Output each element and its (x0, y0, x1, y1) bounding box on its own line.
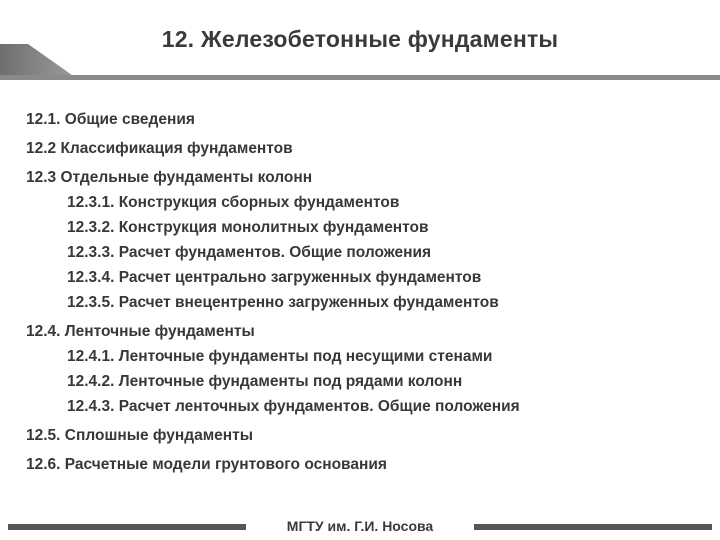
toc-section-item: 12.2 Классификация фундаментов (26, 140, 293, 157)
table-of-contents (26, 110, 706, 475)
toc-section-item: 12.4. Ленточные фундаменты (26, 323, 255, 340)
toc-subsection-item: 12.4.2. Ленточные фундаменты под рядами колонн (67, 373, 463, 390)
toc-section-item: 12.6. Расчетные модели грунтового основания (26, 456, 387, 473)
toc-section-item: 12.3 Отдельные фундаменты колонн (26, 169, 313, 186)
footer-bar-right (474, 524, 712, 530)
toc-subsection-item: 12.3.4. Расчет центрально загруженных фундаментов (67, 269, 482, 286)
toc-subsection-item: 12.4.1. Ленточные фундаменты под несущими стенами (67, 348, 493, 365)
toc-subsection-item: 12.3.3. Расчет фундаментов. Общие положения (67, 244, 432, 261)
footer-bar-left (8, 524, 246, 530)
toc-subsection-item: 12.3.5. Расчет внецентренно загруженных фундаментов (67, 294, 499, 311)
toc-section-item: 12.5. Сплошные фундаменты (26, 427, 253, 444)
header-bar (0, 75, 720, 80)
toc-section-item: 12.1. Общие сведения (26, 111, 195, 128)
slide-title: 12. Железобетонные фундаменты (161, 26, 559, 52)
toc-subsection-item: 12.3.1. Конструкция сборных фундаментов (67, 194, 400, 211)
footer-text: МГТУ им. Г.И. Носова (286, 518, 434, 534)
toc-subsection-item: 12.3.2. Конструкция монолитных фундаментов (67, 219, 429, 236)
toc-subsection-item: 12.4.3. Расчет ленточных фундаментов. Общие положения (67, 398, 520, 415)
